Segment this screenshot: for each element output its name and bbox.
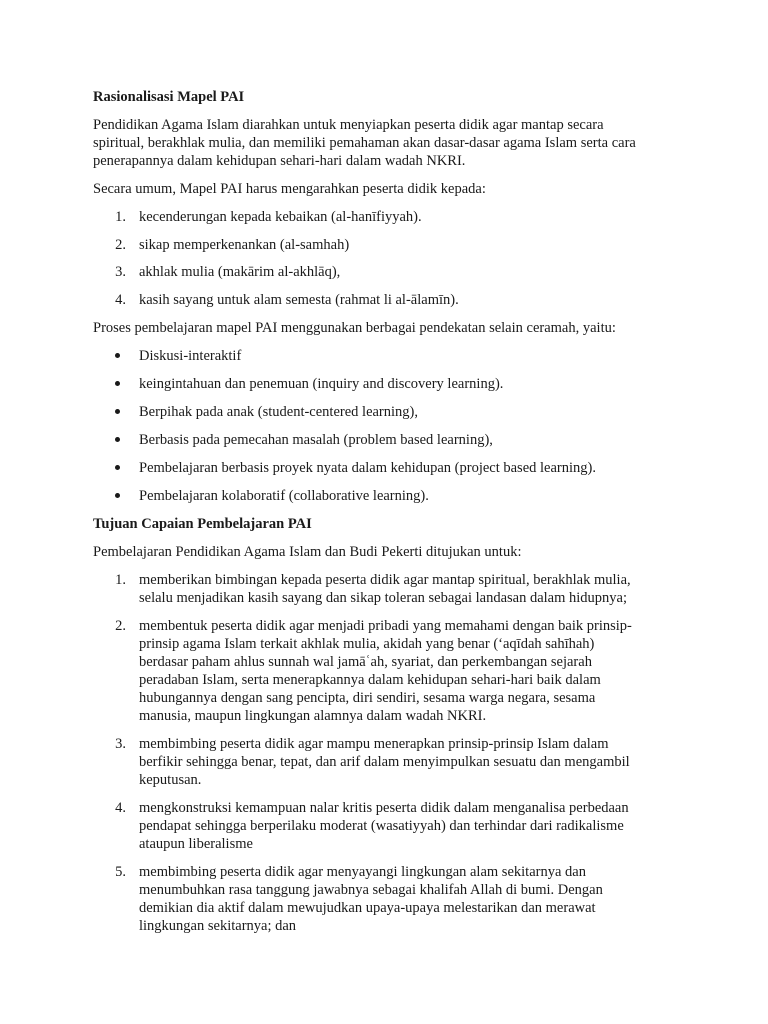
bullet-icon: [113, 437, 123, 443]
list-item-line: memberikan bimbingan kepada peserta didik agar mantap spiritual, berakhlak mulia,: [139, 572, 631, 588]
intro-paragraph: [93, 116, 636, 170]
list-item: [139, 617, 632, 725]
list-number: 3.: [115, 736, 126, 752]
section-heading-tujuan: Tujuan Capaian Pembelajaran PAI: [93, 516, 312, 532]
bullet-icon: [113, 353, 123, 359]
list-item: [139, 735, 630, 789]
bullet-icon: [113, 465, 123, 471]
list-number: 3.: [115, 264, 126, 280]
list-item-line: demikian dia aktif dalam mewujudkan upaya-upaya melestarikan dan merawat: [139, 900, 596, 916]
list-item-line: pendapat sehingga berperilaku moderat (wasatiyyah) dan terhindar dari radikalisme: [139, 818, 624, 834]
list-number: 2.: [115, 237, 126, 253]
list-item: kasih sayang untuk alam semesta (rahmat li al-ālamīn).: [139, 292, 459, 308]
bullet-item: Berbasis pada pemecahan masalah (problem based learning),: [139, 432, 493, 448]
bullet-item: keingintahuan dan penemuan (inquiry and discovery learning).: [139, 376, 504, 392]
list-item: kecenderungan kepada kebaikan (al-hanīfiyyah).: [139, 209, 422, 225]
list-item: [139, 571, 631, 607]
list-item-line: hubungannya dengan sang pencipta, diri sendiri, sesama warga negara, sesama: [139, 690, 596, 706]
list-number: 5.: [115, 864, 126, 880]
list-item: sikap memperkenankan (al-samhah): [139, 237, 350, 253]
list-item-line: mengkonstruksi kemampuan nalar kritis peserta didik dalam menganalisa perbedaan: [139, 800, 629, 816]
bullet-item: Pembelajaran berbasis proyek nyata dalam kehidupan (project based learning).: [139, 460, 596, 476]
list-number: 1.: [115, 209, 126, 225]
list-item-line: lingkungan sekitarnya; dan: [139, 918, 297, 934]
list-number: 2.: [115, 618, 126, 634]
intro-line: Pendidikan Agama Islam diarahkan untuk menyiapkan peserta didik agar mantap secara: [93, 117, 604, 133]
lead-in-text: Pembelajaran Pendidikan Agama Islam dan Budi Pekerti ditujukan untuk:: [93, 544, 522, 560]
list-number: 4.: [115, 292, 126, 308]
list-item-line: ataupun liberalisme: [139, 836, 253, 852]
bullet-icon: [113, 409, 123, 415]
list-number: 1.: [115, 572, 126, 588]
list-item-line: membimbing peserta didik agar mampu menerapkan prinsip-prinsip Islam dalam: [139, 736, 609, 752]
list-item-line: manusia, maupun lingkungan alamnya dalam wadah NKRI.: [139, 708, 487, 724]
list-item-line: berfikir sehingga benar, tepat, dan arif dalam menyimpulkan sesuatu dan mengambil: [139, 754, 630, 770]
bullet-icon: [113, 493, 123, 499]
bullet-item: Berpihak pada anak (student-centered learning),: [139, 404, 418, 420]
list-item-line: peradaban Islam, serta menerapkannya dalam kehidupan sehari-hari baik dalam: [139, 672, 601, 688]
intro-line: penerapannya dalam kehidupan sehari-hari dalam wadah NKRI.: [93, 153, 466, 169]
list-item-line: selalu menjadikan kasih sayang dan sikap toleran sebagai landasan dalam hidupnya;: [139, 590, 628, 606]
bullet-icon: [113, 381, 123, 387]
list-item-line: menumbuhkan rasa tanggung jawabnya sebagai khalifah Allah di bumi. Dengan: [139, 882, 603, 898]
bullet-item: Pembelajaran kolaboratif (collaborative learning).: [139, 488, 429, 504]
bullet-item: Diskusi-interaktif: [139, 348, 242, 364]
lead-in-text: Secara umum, Mapel PAI harus mengarahkan peserta didik kepada:: [93, 181, 486, 197]
list-item-line: keputusan.: [139, 772, 202, 788]
process-lead-text: Proses pembelajaran mapel PAI menggunakan berbagai pendekatan selain ceramah, yaitu:: [93, 320, 616, 336]
list-item-line: berdasar paham ahlus sunnah wal jamāʿah, syariat, dan perkembangan sejarah: [139, 654, 592, 670]
list-item-line: prinsip agama Islam terkait akhlak mulia, akidah yang benar (‘aqīdah sahīhah): [139, 636, 595, 652]
list-number: 4.: [115, 800, 126, 816]
list-item: [139, 799, 629, 853]
list-item: akhlak mulia (makārim al-akhlāq),: [139, 264, 341, 280]
intro-line: spiritual, berakhlak mulia, dan memiliki pemahaman akan dasar-dasar agama Islam serta cara: [93, 135, 636, 151]
list-item-line: membentuk peserta didik agar menjadi pribadi yang memahami dengan baik prinsip-: [139, 618, 632, 634]
list-item-line: membimbing peserta didik agar menyayangi lingkungan alam sekitarnya dan: [139, 864, 586, 880]
list-item: [139, 863, 603, 935]
section-heading-rasionalisasi: Rasionalisasi Mapel PAI: [93, 89, 245, 105]
